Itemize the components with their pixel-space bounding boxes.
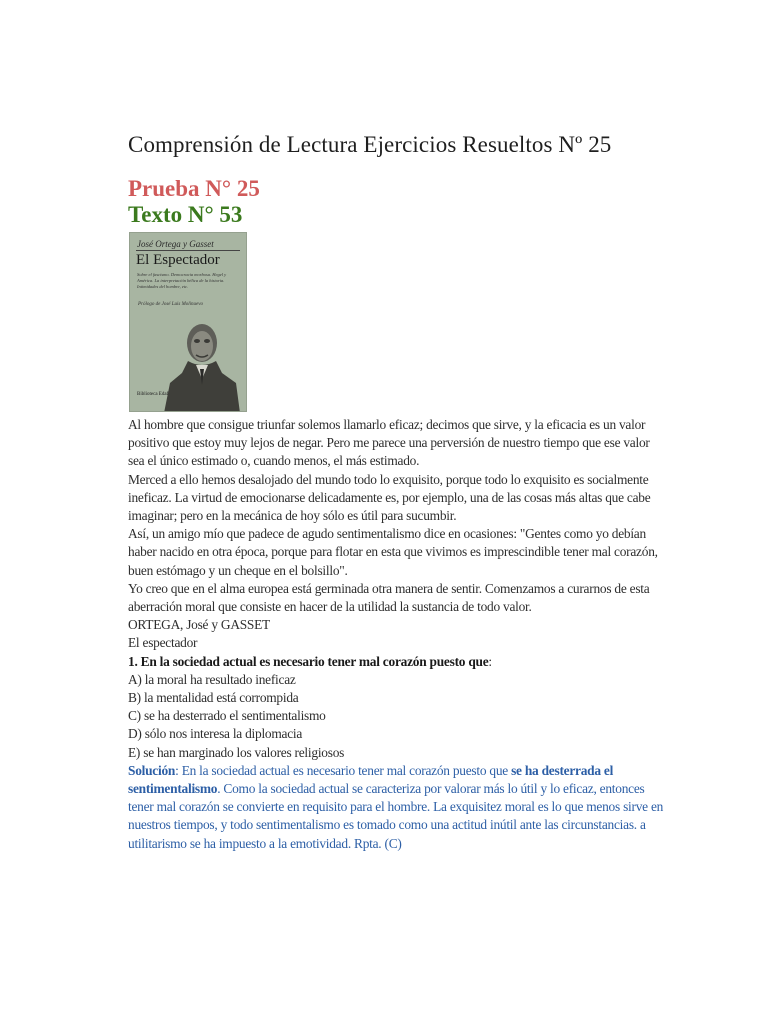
book-divider: [136, 250, 240, 251]
question-colon: :: [488, 653, 492, 669]
passage-paragraph-4: Yo creo que en el alma europea está germinada otra manera de sentir. Comenzamos a curarnos de esta aberración moral que consiste en hacer de la utilidad la sustancia de todo valor.: [128, 580, 650, 615]
option-e: E) se han marginado los valores religiosos: [128, 744, 345, 760]
option-d: D) sólo nos interesa la diplomacia: [128, 726, 303, 742]
passage-paragraph-1: Al hombre que consigue triunfar solemos llamarlo eficaz; decimos que sirve, y la eficacia es un valor positivo que estoy muy lejos de negar. Pero me parece una perversión de nuestro tiempo que ese valor sea el único estimado o, cuando menos, el más estimado.: [128, 417, 650, 469]
source-work: El espectador: [128, 635, 198, 651]
question-line: [128, 653, 668, 671]
page-title: Comprensión de Lectura Ejercicios Resueltos Nº 25: [128, 132, 612, 157]
solution-answer: se ha desterrada el sentimentalismo: [128, 762, 614, 797]
book-cover-image: [129, 232, 247, 412]
texto-heading: Texto N° 53: [128, 202, 243, 227]
solution-intro: : En la sociedad actual es necesario tener mal corazón puesto que: [175, 762, 512, 778]
book-author: José Ortega y Gasset: [137, 239, 214, 249]
book-prologue: Prólogo de José Luis Molinuevo: [138, 302, 203, 307]
book-publisher: Biblioteca Edaf: [137, 392, 169, 397]
content-column: [128, 132, 668, 853]
question-text: En la sociedad actual es necesario tener mal corazón puesto que: [140, 653, 489, 669]
reading-passage: [128, 416, 668, 762]
option-c: C) se ha desterrado el sentimentalismo: [128, 708, 326, 724]
passage-paragraph-3: Así, un amigo mío que padece de agudo sentimentalismo dice en ocasiones: "Gentes como yo debían haber nacido en otra época, porque para flotar en esta que vivimos es imprescindible tener mal corazón, buen estómago y un cheque en el bolsillo".: [128, 526, 658, 578]
option-a: A) la moral ha resultado ineficaz: [128, 671, 296, 687]
prueba-heading: Prueba N° 25: [128, 176, 260, 201]
book-title: El Espectador: [136, 252, 220, 268]
author-portrait: [160, 313, 240, 412]
solution-label: Solución: [128, 762, 176, 778]
question-number: 1.: [128, 653, 138, 669]
solution-paragraph: [128, 762, 668, 853]
solution-explanation: . Como la sociedad actual se caracteriza por valorar más lo útil y lo eficaz, entonces tener mal corazón se convierte en requisito para el hombre. La exquisitez moral es lo que menos sirve en nuestros tiempos, y todo sentimentalismo es tomado como una actitud inútil ante las circunstancias. a utilitarismo se ha impuesto a la emotividad. Rpta. (C): [128, 781, 664, 851]
option-b: B) la mentalidad está corrompida: [128, 690, 299, 706]
source-author: ORTEGA, José y GASSET: [128, 617, 270, 633]
book-subtitle: Sobre el fascismo. Democracia morbosa. Hegel y América. La interpretación bélica de la historia. Intimidades del hombre, etc.: [137, 272, 227, 289]
passage-paragraph-2: Merced a ello hemos desalojado del mundo todo lo exquisito, porque todo lo exquisito es socialmente ineficaz. La virtud de emocionarse delicadamente es, por ejemplo, una de las cosas más altas que cabe imaginar; pero en la mecánica de hoy sólo es útil para sucumbir.: [128, 471, 651, 524]
